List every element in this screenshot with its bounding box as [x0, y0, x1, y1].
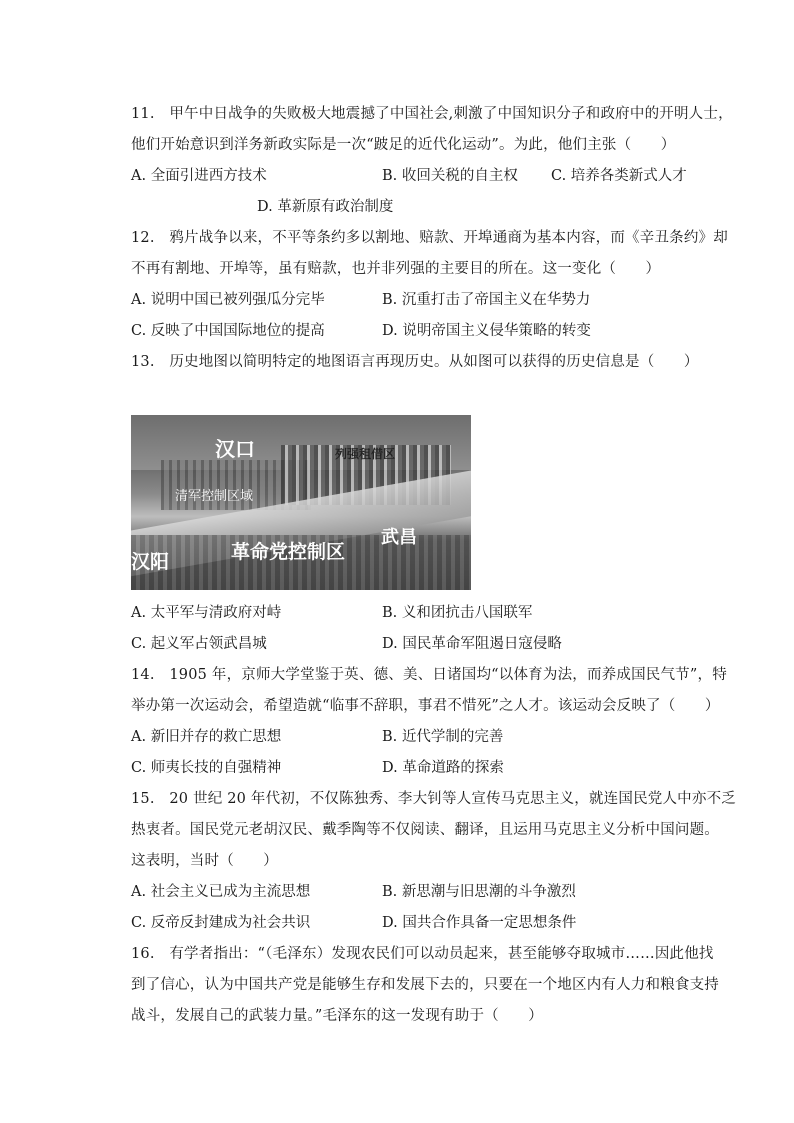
q14-option-d[interactable]: D. 革命道路的探索	[382, 760, 504, 776]
q11-stem-line1: 11. 甲午中日战争的失败极大地震撼了中国社会,刺激了中国知识分子和政府中的开明人士，	[131, 106, 733, 122]
q16-stem-line2: 到了信心，认为中国共产党是能够生存和发展下去的，只要在一个地区内有人力和粮食支持	[131, 977, 719, 993]
q11-option-c[interactable]: C. 培养各类新式人才	[551, 168, 687, 184]
q11-stem-line2: 他们开始意识到洋务新政实际是一次“跛足的近代化运动”。为此，他们主张（ ）	[131, 137, 676, 153]
wuhan-historical-map	[131, 415, 471, 590]
q11-option-b[interactable]: B. 收回关税的自主权	[382, 168, 518, 184]
q15-option-c[interactable]: C. 反帝反封建成为社会共识	[131, 915, 311, 931]
q16-stem-line1: 16. 有学者指出：“（毛泽东）发现农民们可以动员起来，甚至能够夺取城市……因此他找	[131, 946, 714, 962]
q15-option-d[interactable]: D. 国共合作具备一定思想条件	[382, 915, 577, 931]
q14-option-c[interactable]: C. 师夷长技的自强精神	[131, 760, 282, 776]
q15-option-a[interactable]: A. 社会主义已成为主流思想	[131, 884, 311, 900]
map-label-concession: 列强租借区	[335, 447, 396, 461]
q12-option-d[interactable]: D. 说明帝国主义侵华策略的转变	[382, 323, 591, 339]
q13-option-b[interactable]: B. 义和团抗击八国联军	[382, 605, 533, 621]
q14-option-a[interactable]: A. 新旧并存的救亡思想	[131, 729, 282, 745]
q13-option-a[interactable]: A. 太平军与清政府对峙	[131, 605, 282, 621]
q13-option-c[interactable]: C. 起义军占领武昌城	[131, 636, 267, 652]
q11-option-d[interactable]: D. 革新原有政治制度	[257, 199, 394, 215]
q15-stem-line3: 这表明，当时（ ）	[131, 853, 278, 869]
q13-option-d[interactable]: D. 国民革命军阻遏日寇侵略	[382, 636, 562, 652]
map-label-hankou: 汉口	[215, 437, 255, 461]
q12-option-b[interactable]: B. 沉重打击了帝国主义在华势力	[382, 292, 591, 308]
q14-stem-line2: 举办第一次运动会，希望造就“临事不辞职，事君不惜死”之人才。该运动会反映了（ ）	[131, 698, 720, 714]
q15-stem-line1: 15. 20 世纪 20 年代初，不仅陈独秀、李大钊等人宣传马克思主义，就连国民党人中亦不乏	[131, 791, 736, 807]
q14-option-b[interactable]: B. 近代学制的完善	[382, 729, 504, 745]
q11-option-a[interactable]: A. 全面引进西方技术	[131, 168, 267, 184]
q15-option-b[interactable]: B. 新思潮与旧思潮的斗争激烈	[382, 884, 576, 900]
map-label-wuchang: 武昌	[381, 527, 417, 548]
q12-option-a[interactable]: A. 说明中国已被列强瓜分完毕	[131, 292, 325, 308]
q12-stem-line1: 12. 鸦片战争以来，不平等条约多以割地、赔款、开埠通商为基本内容，而《辛丑条约》却	[131, 230, 728, 246]
q16-stem-line3: 战斗，发展自己的武装力量。”毛泽东的这一发现有助于（ ）	[131, 1008, 543, 1024]
map-label-qing-area: 清军控制区域	[175, 489, 254, 504]
q15-stem-line2: 热衷者。国民党元老胡汉民、戴季陶等不仅阅读、翻译，且运用马克思主义分析中国问题。	[131, 822, 719, 838]
q12-stem-line2: 不再有割地、开埠等，虽有赔款，也并非列强的主要目的所在。这一变化（ ）	[131, 261, 661, 277]
q12-option-c[interactable]: C. 反映了中国国际地位的提高	[131, 323, 325, 339]
map-label-revolutionary-area: 革命党控制区	[231, 541, 346, 563]
map-label-hanyang: 汉阳	[131, 551, 170, 573]
q13-stem-line1: 13. 历史地图以简明特定的地图语言再现历史。从如图可以获得的历史信息是（ ）	[131, 354, 699, 370]
q14-stem-line1: 14. 1905 年，京师大学堂鉴于英、德、美、日诸国均“以体育为法，而养成国民气节”，特	[131, 667, 727, 683]
